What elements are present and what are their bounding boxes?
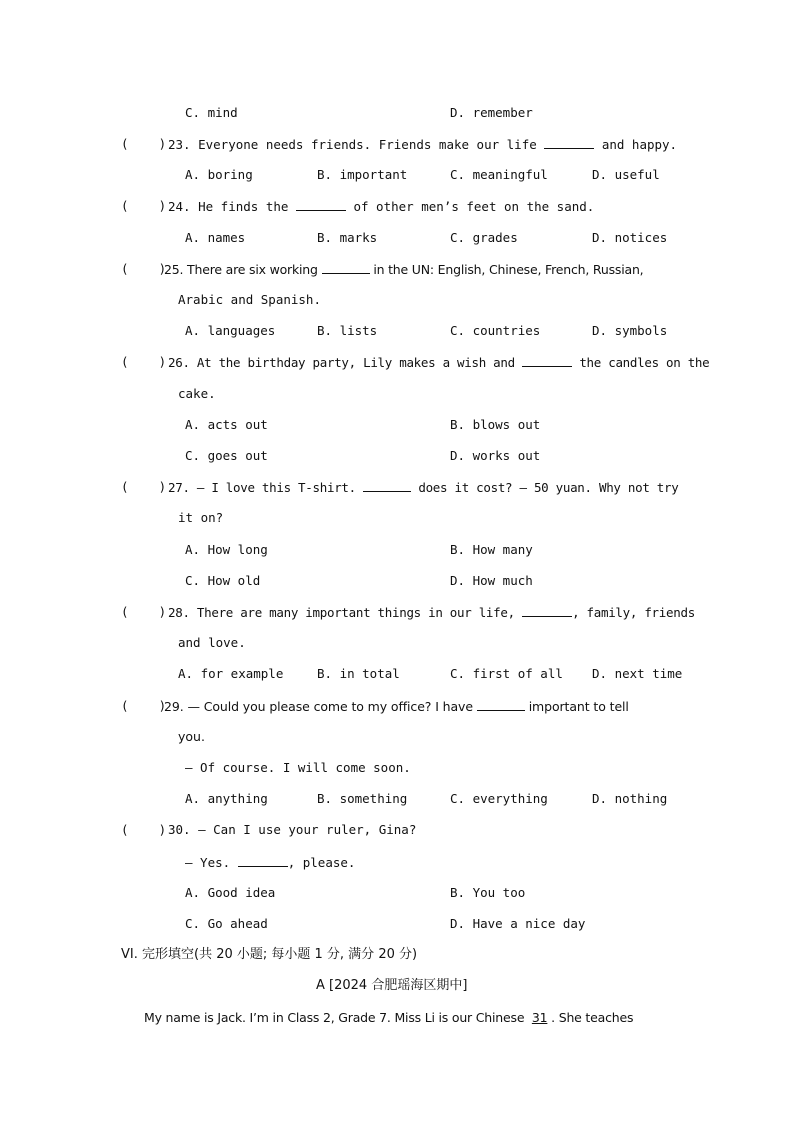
q28-stem-cont: and love. xyxy=(178,635,246,650)
q27-option-b: B. How many xyxy=(450,542,533,557)
q23-option-d: D. useful xyxy=(592,167,660,182)
q24-option-b: B. marks xyxy=(317,230,378,245)
q26-option-d: D. works out xyxy=(450,448,541,463)
q26-option-a: A. acts out xyxy=(185,417,268,432)
q29-option-b: B. something xyxy=(317,791,408,806)
q28-stem: 28. There are many important things in our life, , family, friends xyxy=(168,605,695,620)
answer-blank xyxy=(522,604,572,617)
q26-stem: 26. At the birthday party, Lily makes a wish and the candles on the xyxy=(168,355,710,370)
q27-stem: 27. — I love this T-shirt. does it cost? — 50 yuan. Why not try xyxy=(168,480,679,495)
q30-option-b: B. You too xyxy=(450,885,526,900)
passage-line: My name is Jack. I’m in Class 2, Grade 7. Miss Li is our Chinese 31 . She teaches xyxy=(144,1010,634,1025)
answer-blank xyxy=(322,261,370,274)
q30-option-a: A. Good idea xyxy=(185,885,276,900)
answer-blank xyxy=(522,354,572,367)
q28-paren: ( ) xyxy=(121,604,167,619)
q28-option-b: B. in total xyxy=(317,666,400,681)
q25-option-d: D. symbols xyxy=(592,323,668,338)
q27-stem-cont: it on? xyxy=(178,510,224,525)
answer-blank xyxy=(544,136,594,149)
q23-option-a: A. boring xyxy=(185,167,253,182)
q30-reply: — Yes. , please. xyxy=(185,855,356,870)
q29-option-c: C. everything xyxy=(450,791,548,806)
answer-blank xyxy=(477,698,525,711)
q26-paren: ( ) xyxy=(121,354,167,369)
q23-option-c: C. meaningful xyxy=(450,167,548,182)
q29-stem-cont: you. xyxy=(178,729,205,744)
q23-stem: 23. Everyone needs friends. Friends make our life and happy. xyxy=(168,137,678,152)
cloze-blank-31: 31 xyxy=(531,1010,548,1025)
q28-option-a: A. for example xyxy=(178,666,284,681)
q28-option-d: D. next time xyxy=(592,666,683,681)
section-title: VI. 完形填空(共 20 小题; 每小题 1 分, 满分 20 分) xyxy=(121,947,418,962)
q26-option-c: C. goes out xyxy=(185,448,268,463)
answer-blank xyxy=(238,854,288,867)
q30-option-c: C. Go ahead xyxy=(185,916,268,931)
q27-option-c: C. How old xyxy=(185,573,261,588)
q23-option-b: B. important xyxy=(317,167,408,182)
q24-option-d: D. notices xyxy=(592,230,668,245)
q29-reply: — Of course. I will come soon. xyxy=(185,760,411,775)
q27-option-a: A. How long xyxy=(185,542,268,557)
q29-stem: 29. — Could you please come to my office? I have important to tell xyxy=(164,699,629,714)
q30-option-d: D. Have a nice day xyxy=(450,916,586,931)
q28-option-c: C. first of all xyxy=(450,666,563,681)
q29-option-d: D. nothing xyxy=(592,791,668,806)
q27-paren: ( ) xyxy=(121,479,167,494)
q29-option-a: A. anything xyxy=(185,791,268,806)
q26-stem-cont: cake. xyxy=(178,386,216,401)
q25-option-b: B. lists xyxy=(317,323,378,338)
q24-paren: ( ) xyxy=(121,198,167,213)
q25-option-c: C. countries xyxy=(450,323,541,338)
q22-option-d: D. remember xyxy=(450,105,533,120)
q24-stem: 24. He finds the of other men’s feet on the sand. xyxy=(168,199,595,214)
q23-paren: ( ) xyxy=(121,136,167,151)
q25-stem-cont: Arabic and Spanish. xyxy=(178,292,321,307)
q24-option-c: C. grades xyxy=(450,230,518,245)
q29-paren: ( ) xyxy=(121,698,167,713)
passage-source: A [2024 合肥瑶海区期中] xyxy=(316,978,468,993)
answer-blank xyxy=(363,479,411,492)
q25-stem: 25. There are six working in the UN: English, Chinese, French, Russian, xyxy=(164,262,644,277)
q24-option-a: A. names xyxy=(185,230,246,245)
q22-option-c: C. mind xyxy=(185,105,238,120)
q30-paren: ( ) xyxy=(121,822,167,837)
q25-option-a: A. languages xyxy=(185,323,276,338)
q26-option-b: B. blows out xyxy=(450,417,541,432)
q25-paren: ( ) xyxy=(121,261,167,276)
answer-blank xyxy=(296,198,346,211)
q27-option-d: D. How much xyxy=(450,573,533,588)
q30-stem: 30. — Can I use your ruler, Gina? xyxy=(168,822,417,837)
